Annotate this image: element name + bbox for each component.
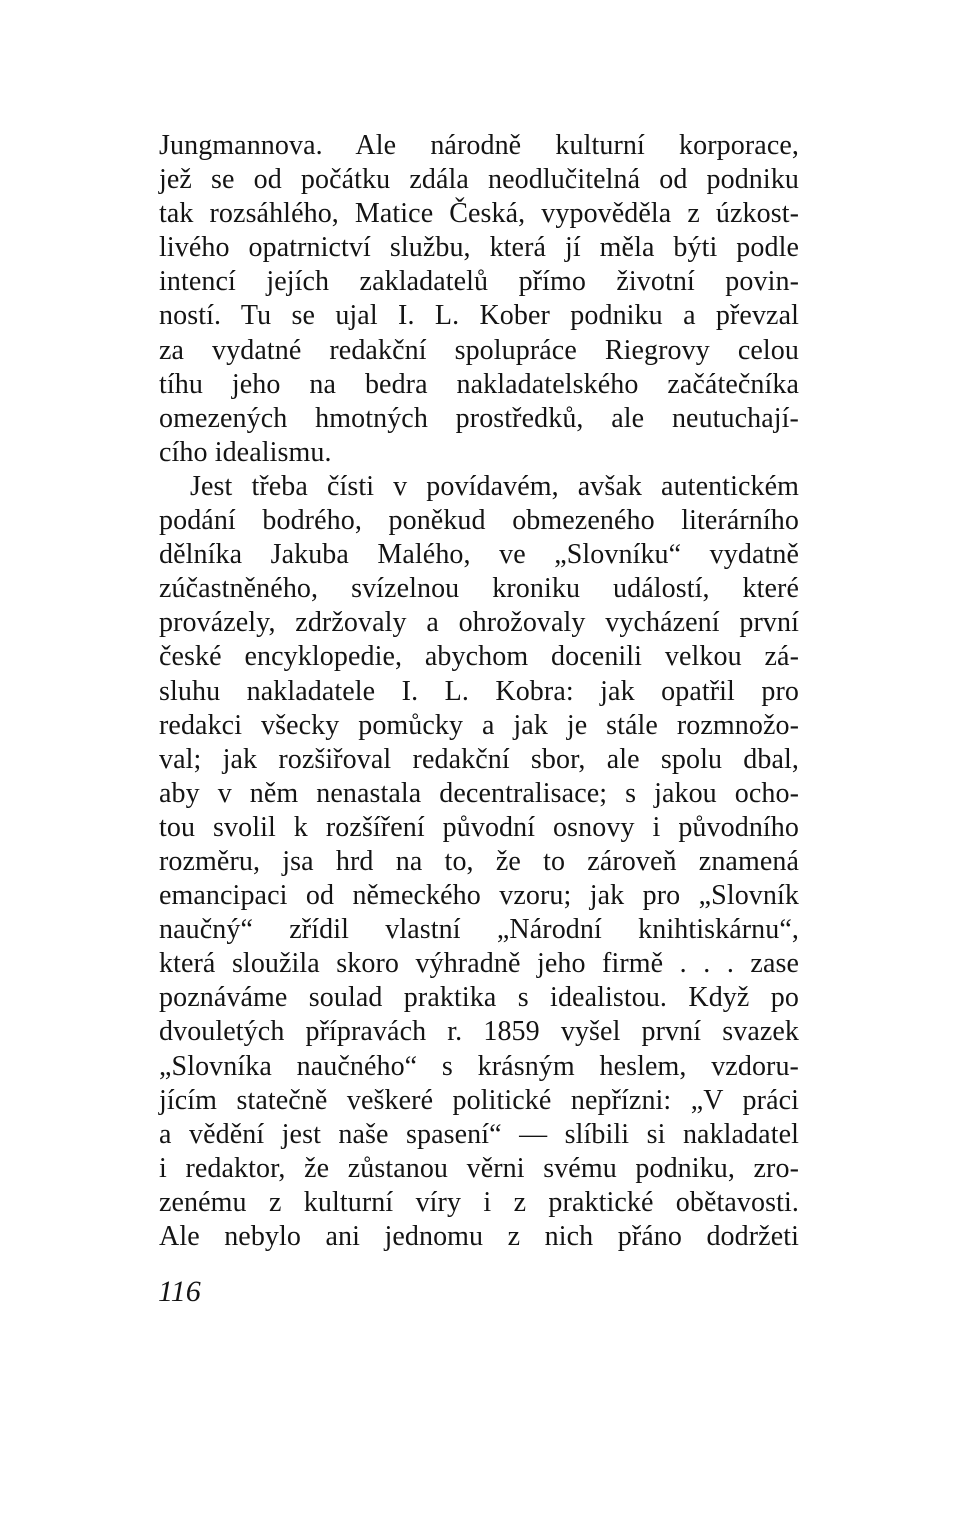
text-line: omezených hmotných prostředků, ale neutuchají- [159, 402, 799, 434]
text-line: sluhu nakladatele I. L. Kobra: jak opatřil pro [159, 675, 799, 707]
text-line: livého opatrnictví službu, která jí měla býti podle [159, 232, 799, 264]
text-line: jícím statečně veškeré politické nepřízni: „V práci [159, 1084, 799, 1116]
text-line: intencí jejích zakladatelů přímo životní povin- [159, 266, 799, 298]
text-line: tou svolil k rozšíření původní osnovy i původního [159, 811, 799, 843]
text-line: provázely, zdržovaly a ohrožovaly vycházení první [159, 607, 799, 639]
text-line: val; jak rozšiřoval redakční sbor, ale spolu dbal, [159, 743, 799, 775]
text-line: dvouletých přípravách r. 1859 vyšel první svazek [159, 1016, 799, 1048]
text-line: a vědění jest naše spasení“ — slíbili si nakladatel [159, 1118, 799, 1150]
text-line: zúčastněného, svízelnou kroniku událostí, které [159, 573, 799, 605]
text-line: Ale nebylo ani jednomu z nich přáno dodržeti [159, 1221, 799, 1252]
text-line: tak rozsáhlého, Matice Česká, vypověděla z úzkost- [159, 198, 799, 230]
text-line: i redaktor, že zůstanou věrni svému podniku, zro- [159, 1152, 799, 1184]
text-line: naučný“ zřídil vlastní „Národní knihtiskárnu“, [159, 914, 799, 946]
page-number: 116 [158, 1275, 201, 1308]
text-line: emancipaci od německého vzoru; jak pro „Slovník [159, 880, 799, 912]
text-line: zenému z kulturní víry i z praktické obětavosti. [159, 1186, 799, 1218]
text-line: aby v něm nenastala decentralisace; s jakou ocho- [159, 777, 799, 809]
text-line: poznáváme soulad praktika s idealistou. Když po [159, 982, 799, 1014]
text-line: Jest třeba čísti v povídavém, avšak autentickém [190, 470, 799, 502]
text-line: ností. Tu se ujal I. L. Kober podniku a převzal [159, 300, 799, 332]
text-line: podání bodrého, poněkud obmezeného literárního [159, 505, 799, 537]
text-line: dělníka Jakuba Malého, ve „Slovníku“ vydatně [159, 539, 799, 571]
text-line: tíhu jeho na bedra nakladatelského začátečníka [159, 368, 799, 400]
text-line: „Slovníka naučného“ s krásným heslem, vzdoru- [159, 1050, 799, 1082]
paragraph [159, 129, 799, 470]
text-line: která sloužila skoro výhradně jeho firmě . . . zase [159, 948, 799, 980]
text-line: cího idealismu. [159, 436, 332, 468]
text-line: jež se od počátku zdála neodlučitelná od podniku [159, 164, 799, 196]
paragraph [159, 470, 799, 1254]
text-line: za vydatné redakční spolupráce Riegrovy celou [159, 334, 799, 366]
text-line: české encyklopedie, abychom docenili velkou zá- [159, 641, 799, 673]
text-line: rozměru, jsa hrd na to, že to zároveň znamená [159, 845, 799, 877]
text-line: Jungmannova. Ale národně kulturní korporace, [159, 130, 799, 161]
body-text [159, 129, 799, 1254]
text-line: redakci všecky pomůcky a jak je stále rozmnožo- [159, 709, 799, 741]
